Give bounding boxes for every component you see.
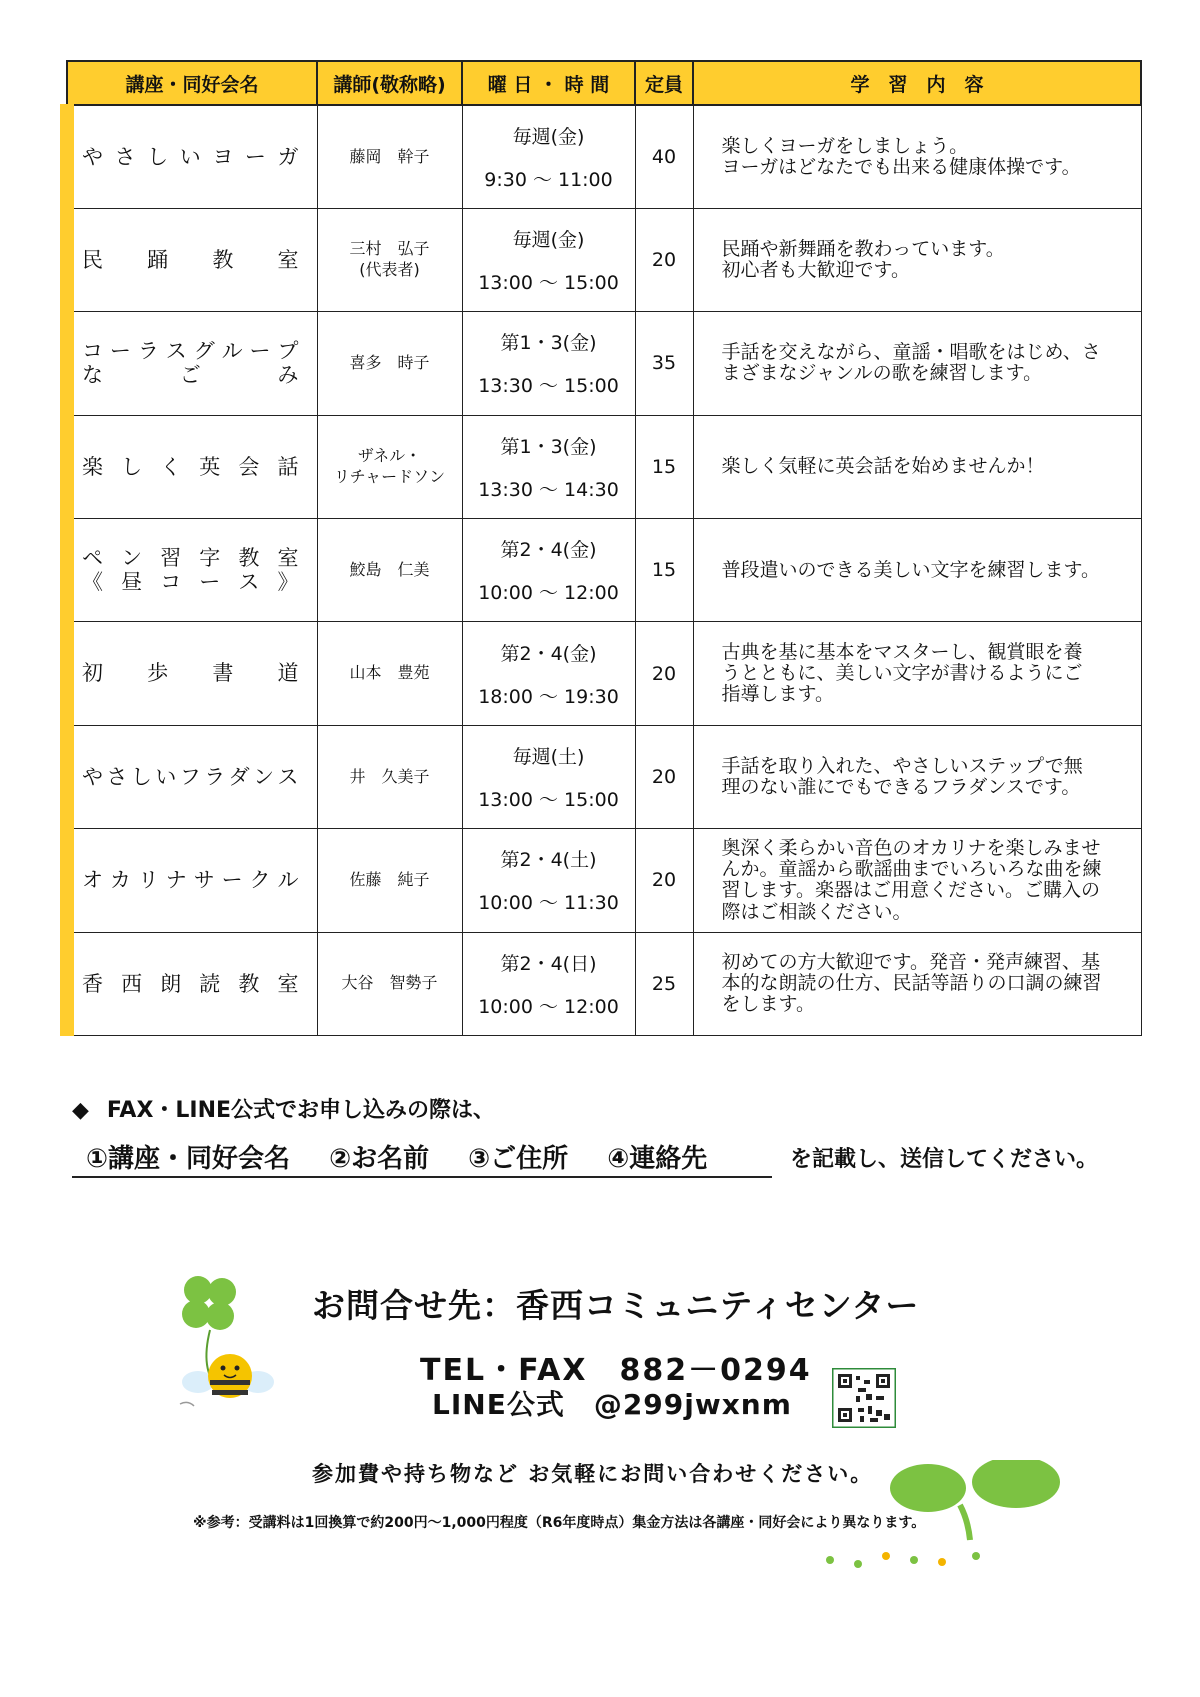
course-name-char: し xyxy=(147,144,171,169)
content-cell xyxy=(693,829,1141,932)
table-row xyxy=(67,105,1141,208)
table-header-row xyxy=(67,61,1141,105)
teacher-cell xyxy=(317,829,462,932)
course-name-char: オ xyxy=(82,868,105,893)
course-name-line xyxy=(82,546,301,570)
teacher-cell xyxy=(317,932,462,1036)
content-line: 古典を基に基本をマスターし、観賞眼を養 xyxy=(721,640,1083,663)
teacher-cell xyxy=(317,725,462,828)
table-row xyxy=(67,622,1141,725)
content-line: 初めての方大歓迎です。発音・発声練習、基 xyxy=(721,950,1100,973)
apply-tail: を記載し、送信してください。 xyxy=(790,1147,1099,1172)
schedule-day: 第2・4(金) xyxy=(500,642,597,665)
course-name-char: な xyxy=(82,363,105,388)
apply-title: FAX・LINE公式でお申し込みの際は、 xyxy=(106,1098,496,1123)
course-name-cell xyxy=(67,208,317,311)
tel-fax: TEL・FAX 882－0294 xyxy=(420,1353,812,1388)
content-line: まざまなジャンルの歌を練習します。 xyxy=(721,362,1043,385)
course-name-char: 朗 xyxy=(160,971,184,996)
course-name-char: 教 xyxy=(238,971,262,996)
course-name-char: 道 xyxy=(277,661,301,686)
schedule-day: 第2・4(金) xyxy=(500,539,597,562)
content-cell xyxy=(693,932,1141,1036)
course-name-char: 会 xyxy=(238,454,262,479)
course-name-char: く xyxy=(160,454,184,479)
schedule-day: 第1・3(金) xyxy=(500,332,597,355)
course-name-line xyxy=(82,363,301,387)
apply-required-items xyxy=(72,1138,772,1178)
course-name-char: ー xyxy=(199,570,223,595)
course-name-char: し xyxy=(130,764,154,789)
course-name-char: ナ xyxy=(165,868,189,893)
teacher-cell xyxy=(317,519,462,622)
schedule-day: 第1・3(金) xyxy=(500,435,597,458)
course-name-char: い xyxy=(155,764,179,789)
table-row xyxy=(67,312,1141,415)
table-row xyxy=(67,932,1141,1036)
content-line: うとともに、美しい文字が書けるようにご xyxy=(721,661,1083,684)
schedule-cell xyxy=(462,932,635,1036)
course-name-char: コ xyxy=(160,570,184,595)
teacher-name-line: 大谷 智勢子 xyxy=(341,973,438,993)
course-name-char: 初 xyxy=(82,661,105,686)
course-table xyxy=(60,60,1142,1036)
course-name-cell xyxy=(67,105,317,208)
course-name-char: プ xyxy=(277,339,301,364)
capacity-cell: 15 xyxy=(635,415,693,518)
schedule-cell xyxy=(462,415,635,518)
course-name-char: さ xyxy=(106,764,130,789)
content-cell xyxy=(693,622,1141,725)
course-name-char: ヨ xyxy=(212,144,236,169)
content-line: をします。 xyxy=(721,993,815,1016)
schedule-cell xyxy=(462,105,635,208)
content-cell xyxy=(693,725,1141,828)
course-rows xyxy=(67,105,1141,1036)
course-name-char: 楽 xyxy=(82,454,105,479)
course-name-char: リ xyxy=(137,868,161,893)
schedule-day: 毎週(金) xyxy=(512,125,585,148)
table-row xyxy=(67,208,1141,311)
course-name-char: 習 xyxy=(160,546,184,571)
schedule-cell xyxy=(462,725,635,828)
capacity-cell: 15 xyxy=(635,519,693,622)
course-name-char: 歩 xyxy=(147,661,171,686)
capacity-cell: 20 xyxy=(635,208,693,311)
course-name-char: ル xyxy=(277,868,301,893)
course-name-char: 教 xyxy=(212,247,236,272)
course-name-line xyxy=(82,339,301,363)
table-row xyxy=(67,725,1141,828)
content-line: 理のない誰にでもできるフラダンスです。 xyxy=(721,775,1081,798)
bee-clover-illustration xyxy=(160,1270,280,1420)
course-name-cell xyxy=(67,725,317,828)
course-name-char: や xyxy=(82,764,105,789)
table-row xyxy=(67,519,1141,622)
content-line: 普段遣いのできる美しい文字を練習します。 xyxy=(721,558,1100,581)
schedule-time: 10:00 ～ 12:00 xyxy=(478,582,619,605)
course-name-char: 読 xyxy=(199,971,223,996)
teacher-cell xyxy=(317,312,462,415)
schedule-cell xyxy=(462,519,635,622)
apply-item-name: ②お名前 xyxy=(329,1144,430,1174)
course-name-line xyxy=(82,570,301,594)
apply-item-contact: ④連絡先 xyxy=(607,1144,708,1174)
apply-instruction xyxy=(72,1093,495,1124)
course-name-char: 昼 xyxy=(121,570,145,595)
course-name-char: や xyxy=(82,144,105,169)
teacher-cell xyxy=(317,622,462,725)
course-name-char: コ xyxy=(82,339,105,364)
content-line: 手話を交えながら、童謡・唱歌をはじめ、さ xyxy=(721,341,1101,364)
course-name-char: ー xyxy=(109,339,133,364)
course-name-line xyxy=(82,765,301,789)
course-name-char: 教 xyxy=(238,546,262,571)
course-name-cell xyxy=(67,829,317,932)
course-name-char: ー xyxy=(249,339,273,364)
schedule-time: 13:30 ～ 14:30 xyxy=(478,478,619,501)
course-name-char: 《 xyxy=(82,570,105,595)
content-line: 奥深く柔らかい音色のオカリナを楽しみませ xyxy=(721,836,1101,859)
course-name-char: カ xyxy=(109,868,133,893)
course-name-char: い xyxy=(179,144,203,169)
content-line: 際はご相談ください。 xyxy=(721,900,912,923)
course-name-char: ー xyxy=(244,144,268,169)
course-name-cell xyxy=(67,622,317,725)
teacher-name-line: ザネル・ xyxy=(357,446,422,466)
capacity-cell: 25 xyxy=(635,932,693,1036)
course-name-char: ご xyxy=(179,363,203,388)
teacher-name-line: 藤岡 幹子 xyxy=(349,146,430,166)
course-name-char: 書 xyxy=(212,661,236,686)
schedule-time: 18:00 ～ 19:30 xyxy=(478,685,619,708)
content-line: ヨーガはどなたでも出来る健康体操です。 xyxy=(721,155,1081,178)
course-name-char: 室 xyxy=(277,546,301,571)
capacity-cell: 40 xyxy=(635,105,693,208)
course-name-line xyxy=(82,455,301,479)
fee-note: ※参考：受講料は1回換算で約200円～1,000円程度（R6年度時点）集金方法は各講座・同好会により異なります。 xyxy=(193,1515,926,1531)
header-content: 学 習 内 容 xyxy=(693,61,1141,105)
course-name-char: ス xyxy=(165,339,189,364)
course-name-line xyxy=(82,868,301,892)
course-name-char: 民 xyxy=(82,247,105,272)
course-name-char: ラ xyxy=(204,764,228,789)
contact-title: お問合せ先：香西コミュニティセンター xyxy=(312,1286,920,1325)
teacher-name-line: 喜多 時子 xyxy=(349,353,430,373)
teacher-cell xyxy=(317,208,462,311)
schedule-time: 13:00 ～ 15:00 xyxy=(478,788,619,811)
course-name-line xyxy=(82,248,301,272)
schedule-day: 第2・4(日) xyxy=(500,952,597,975)
course-name-char: 室 xyxy=(277,247,301,272)
content-cell xyxy=(693,415,1141,518)
course-name-char: 英 xyxy=(199,454,223,479)
schedule-time: 9:30 ～ 11:00 xyxy=(484,168,613,191)
content-line: 民踊や新舞踊を教わっています。 xyxy=(721,237,1005,260)
qr-code-icon[interactable] xyxy=(832,1368,896,1428)
teacher-name-line: (代表者) xyxy=(359,260,420,280)
teacher-cell xyxy=(317,105,462,208)
course-name-char: ラ xyxy=(137,339,161,364)
schedule-time: 10:00 ～ 12:00 xyxy=(478,995,619,1018)
header-teacher: 講師(敬称略) xyxy=(317,61,462,105)
course-name-char: ス xyxy=(238,570,262,595)
teacher-name-line: 佐藤 純子 xyxy=(349,869,430,889)
table-row xyxy=(67,415,1141,518)
course-name-char: サ xyxy=(193,868,217,893)
course-name-char: ン xyxy=(253,764,277,789)
content-line: 指導します。 xyxy=(721,683,834,706)
capacity-cell: 20 xyxy=(635,622,693,725)
apply-item-course: ①講座・同好会名 xyxy=(86,1144,291,1174)
course-name-cell xyxy=(67,519,317,622)
teacher-cell xyxy=(317,415,462,518)
table-row xyxy=(67,829,1141,932)
teacher-name-line: 鮫島 仁美 xyxy=(349,559,430,579)
content-cell xyxy=(693,105,1141,208)
capacity-cell: 35 xyxy=(635,312,693,415)
content-line: 手話を取り入れた、やさしいステップで無 xyxy=(721,754,1083,777)
schedule-day: 毎週(土) xyxy=(512,745,585,768)
course-name-char: ス xyxy=(277,764,301,789)
course-name-char: ン xyxy=(121,546,145,571)
teacher-name-line: 井 久美子 xyxy=(349,766,430,786)
content-cell xyxy=(693,312,1141,415)
course-name-char: し xyxy=(121,454,145,479)
course-name-char: 》 xyxy=(277,570,301,595)
content-line: 楽しく気軽に英会話を始めませんか！ xyxy=(721,455,1045,478)
content-line: 楽しくヨーガをしましょう。 xyxy=(721,134,969,157)
course-name-line xyxy=(82,972,301,996)
header-schedule: 曜 日 ・ 時 間 xyxy=(462,61,635,105)
schedule-cell xyxy=(462,829,635,932)
course-name-char: ガ xyxy=(277,144,301,169)
content-line: 本的な朗読の仕方、民話等語りの口調の練習 xyxy=(721,972,1102,995)
content-cell xyxy=(693,519,1141,622)
teacher-name-line: 山本 豊苑 xyxy=(349,663,430,683)
course-name-cell xyxy=(67,932,317,1036)
course-name-char: ペ xyxy=(82,546,105,571)
course-name-char: 話 xyxy=(277,454,301,479)
course-name-char: み xyxy=(277,363,301,388)
header-capacity: 定員 xyxy=(635,61,693,105)
schedule-cell xyxy=(462,312,635,415)
capacity-cell: 20 xyxy=(635,725,693,828)
schedule-time: 13:00 ～ 15:00 xyxy=(478,272,619,295)
schedule-cell xyxy=(462,622,635,725)
course-name-char: 西 xyxy=(121,971,145,996)
invite-message: 参加費や持ち物など お気軽にお問い合わせください。 xyxy=(312,1462,874,1486)
content-line: んか。童謡から歌謡曲までいろいろな曲を練 xyxy=(721,858,1102,881)
sprout-illustration xyxy=(800,1460,1130,1570)
course-name-char: 室 xyxy=(277,971,301,996)
apply-item-address: ③ご住所 xyxy=(468,1144,569,1174)
content-cell xyxy=(693,208,1141,311)
course-name-cell xyxy=(67,415,317,518)
course-name-char: 踊 xyxy=(147,247,171,272)
schedule-day: 第2・4(土) xyxy=(500,849,597,872)
schedule-time: 10:00 ～ 11:30 xyxy=(478,892,619,915)
course-name-line xyxy=(82,145,301,169)
schedule-day: 毎週(金) xyxy=(512,229,585,252)
course-name-char: 香 xyxy=(82,971,105,996)
schedule-time: 13:30 ～ 15:00 xyxy=(478,375,619,398)
content-line: 初心者も大歓迎です。 xyxy=(721,259,910,282)
diamond-icon: ◆ xyxy=(72,1098,89,1123)
course-name-cell xyxy=(67,312,317,415)
teacher-name-line: 三村 弘子 xyxy=(349,239,430,259)
course-name-char: さ xyxy=(114,144,138,169)
course-name-char: ー xyxy=(221,868,245,893)
teacher-name-line: リチャードソン xyxy=(333,466,446,486)
course-name-char: ダ xyxy=(228,764,252,789)
line-official-id: LINE公式 @299jwxnm xyxy=(432,1388,792,1421)
course-name-char: グ xyxy=(193,339,217,364)
course-name-char: フ xyxy=(179,764,203,789)
course-name-char: ク xyxy=(249,868,273,893)
course-name-char: ル xyxy=(221,339,245,364)
course-name-line xyxy=(82,661,301,685)
course-name-char: 字 xyxy=(199,546,223,571)
content-line: 習します。楽器はご用意ください。ご購入の xyxy=(721,879,1100,902)
header-name: 講座・同好会名 xyxy=(67,61,317,105)
schedule-cell xyxy=(462,208,635,311)
capacity-cell: 20 xyxy=(635,829,693,932)
